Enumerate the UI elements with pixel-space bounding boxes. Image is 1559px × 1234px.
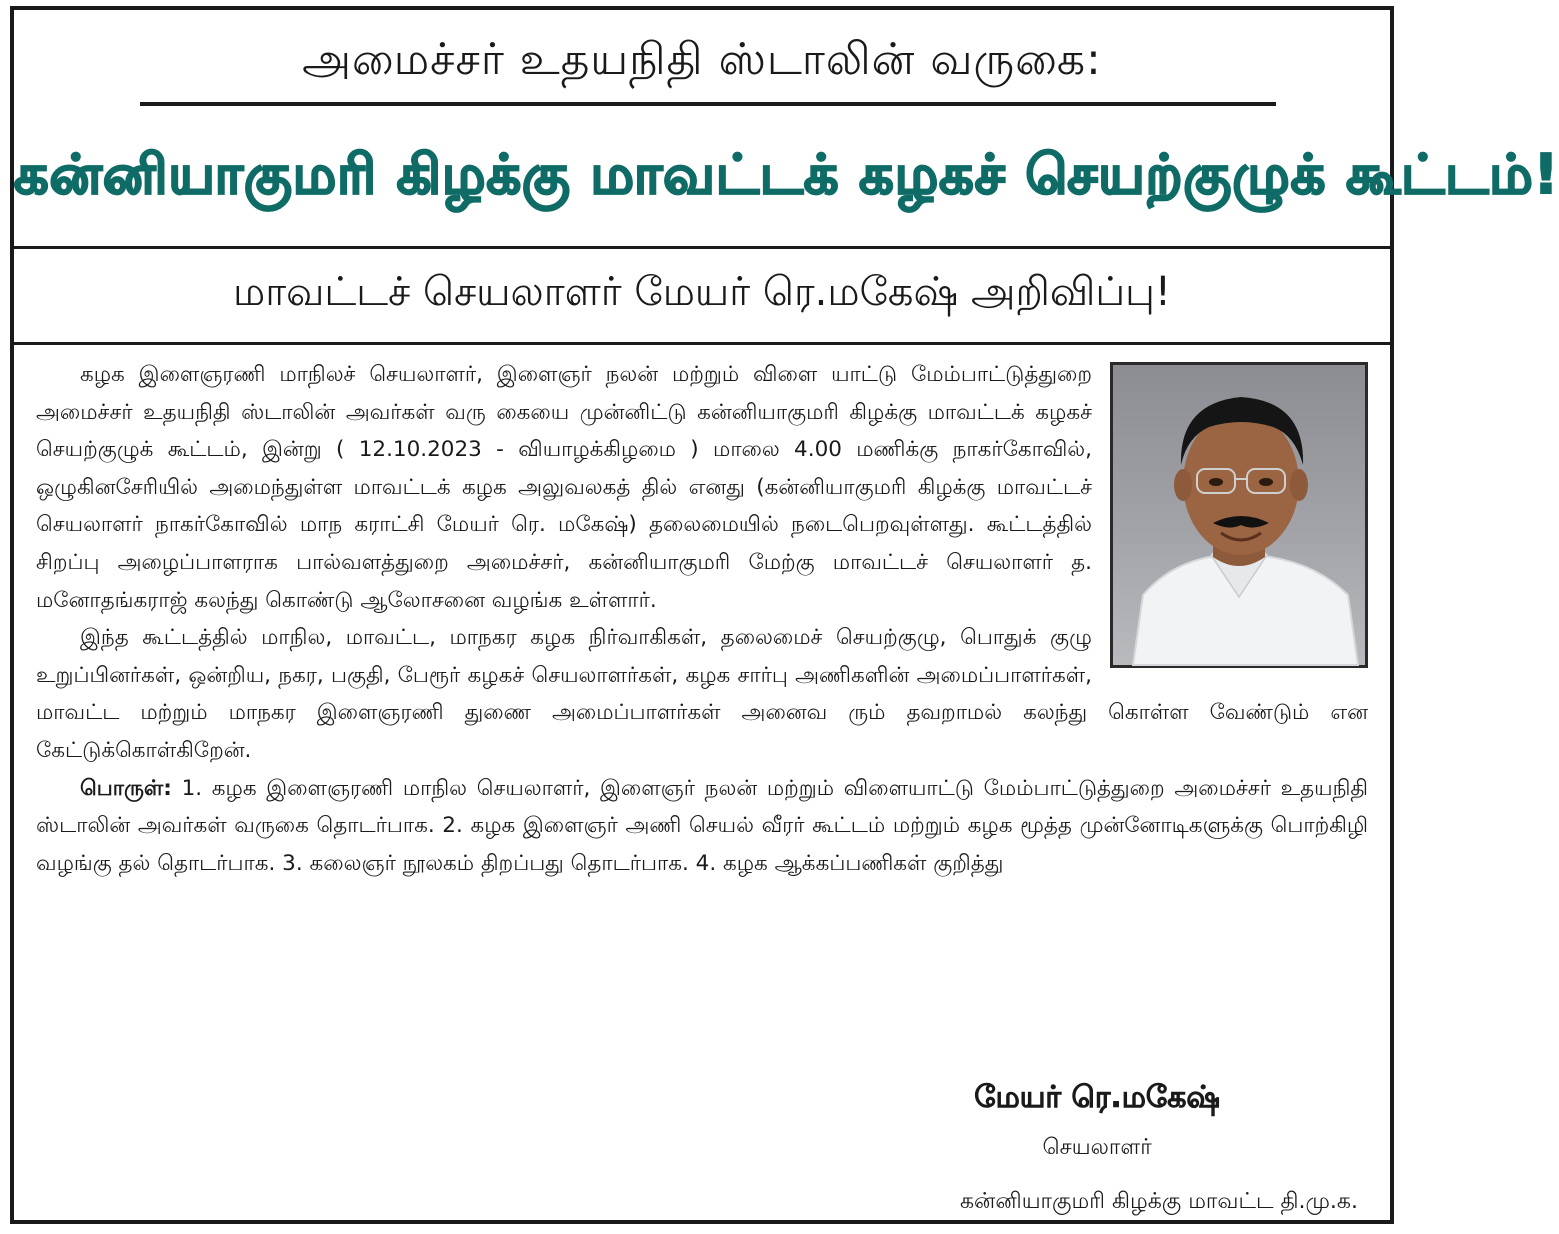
subtitle: மாவட்டச் செயலாளர் மேயர் ரெ.மகேஷ் அறிவிப்பு! bbox=[233, 269, 1171, 315]
paragraph-attendees: இந்த கூட்டத்தில் மாநில, மாவட்ட, மாநகர கழக நிர்வாகிகள், தலைமைச் செயற்குழு, பொதுக் குழு உறுப்பினர்கள், ஒன்றிய, நகர, பகுதி, பேரூர் கழகச் செயலாளர்கள், கழக சார்பு அணிகளின் அமைப்பாளர்கள், மாவட்ட மற்றும் மாநகர இளைஞரணி துணை அமைப்பாளர்கள் அனைவ ரும் தவறாமல் கலந்து கொள்ள வேண்டும் என கேட்டுக்கொள்கிறேன். bbox=[36, 625, 1368, 763]
notice-body bbox=[36, 356, 1368, 882]
kicker-underline bbox=[140, 102, 1276, 106]
signatory-name: மேயர் ரெ.மகேஷ் bbox=[974, 1080, 1220, 1115]
signatory-organization: கன்னியாகுமரி கிழக்கு மாவட்ட தி.மு.க. bbox=[959, 1189, 1358, 1214]
headline: கன்னியாகுமரி கிழக்கு மாவட்டக் கழகச் செயற்குழுக் கூட்டம்! bbox=[14, 143, 1559, 206]
paragraph-subject bbox=[36, 770, 1368, 883]
signatory-role: செயலாளர் bbox=[1042, 1135, 1152, 1160]
subject-label: பொருள்: bbox=[80, 775, 172, 801]
portrait-photo bbox=[1110, 362, 1368, 668]
subject-text: 1. கழக இளைஞரணி மாநில செயலாளர், இளைஞர் நலன் மற்றும் விளையாட்டு மேம்பாட்டுத்துறை அமைச்சர் உதயநிதி ஸ்டாலின் அவர்கள் வருகை தொடர்பாக. 2. கழக இளைஞர் அணி செயல் வீரர் கூட்டம் மற்றும் கழக மூத்த முன்னோடிகளுக்கு பொற்கிழி வழங்கு தல் தொடர்பாக. 3. கலைஞர் நூலகம் திறப்பது தொடர்பாக. 4. கழக ஆக்கப்பணிகள் குறித்து bbox=[36, 775, 1368, 876]
notice-header bbox=[14, 10, 1559, 249]
signature-block bbox=[974, 1072, 1220, 1172]
subtitle-block bbox=[14, 246, 1390, 345]
notice-frame bbox=[10, 6, 1559, 1224]
paragraph-meeting-details: கழக இளைஞரணி மாநிலச் செயலாளர், இளைஞர் நலன் மற்றும் விளை யாட்டு மேம்பாட்டுத்துறை அமைச்சர் உதயநிதி ஸ்டாலின் அவர்கள் வரு கையை முன்னிட்டு கன்னியாகுமரி கிழக்கு மாவட்டக் கழகச் செயற்குழுக் கூட்டம், இன்று ( 12.10.2023 - வியாழக்கிழமை ) மாலை 4.00 மணிக்கு நாகர்கோவில், ஒழுகினசேரியில் அமைந்துள்ள மாவட்டக் கழக அலுவலகத் தில் எனது (கன்னியாகுமரி கிழக்கு மாவட்டச் செயலாளர் நாகர்கோவில் மாந கராட்சி மேயர் ரெ. மகேஷ்) தலைமையில் நடைபெறவுள்ளது. கூட்டத்தில் சிறப்பு அழைப்பாளராக பால்வளத்துறை அமைச்சர், கன்னியாகுமரி மேற்கு மாவட்டச் செயலாளர் த. மனோதங்கராஜ் கலந்து கொண்டு ஆலோசனை வழங்க உள்ளார். bbox=[36, 362, 1092, 613]
kicker-title: அமைச்சர் உதயநிதி ஸ்டாலின் வருகை: bbox=[302, 34, 1102, 85]
portrait-illustration bbox=[1113, 365, 1365, 665]
